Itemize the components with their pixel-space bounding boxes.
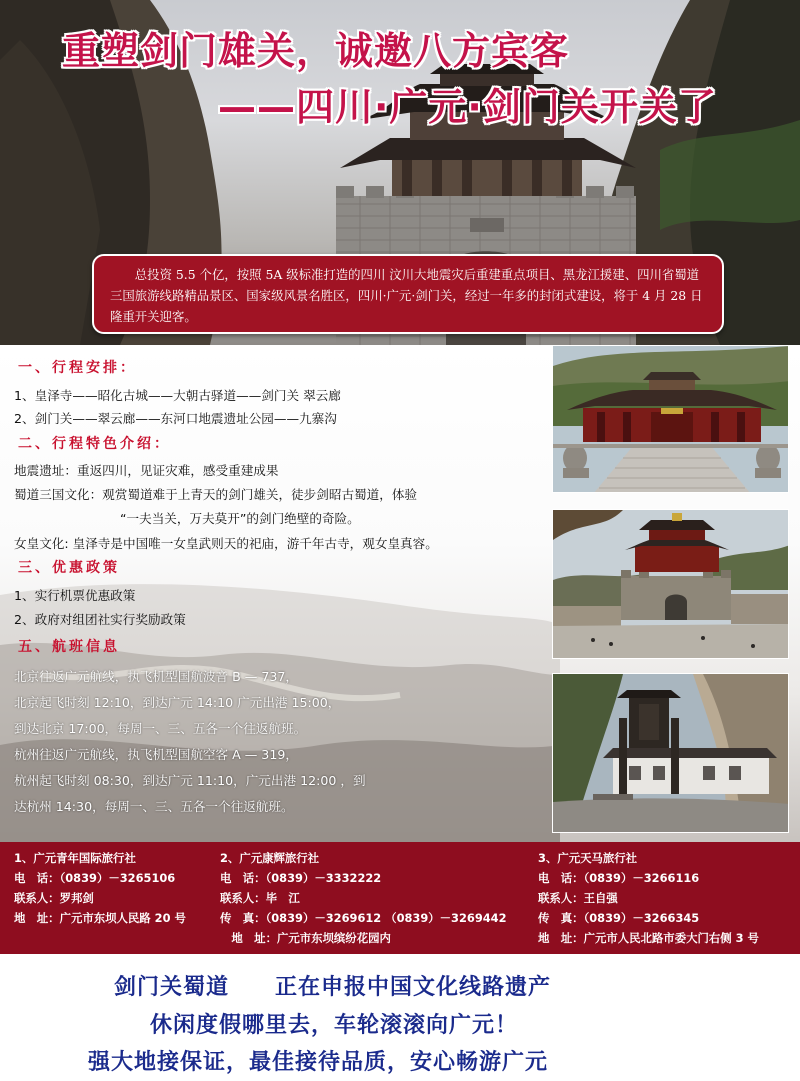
agency-phone: 电 话：（0839）－3266116 [538, 871, 700, 885]
agency-phone: 电 话：（0839）－3332222 [220, 871, 382, 885]
intro-paragraph: 总投资 5.5 个亿，按照 5A 级标准打造的四川 汶川大地震灾后重建重点项目、黑龙江援建、四川省蜀道三国旅游线路精品景区、国家级风景名胜区，四川·广元·剑门关，经过一年多的封闭式建设，将于 4 月 28 日隆重开关迎客。 [92, 254, 724, 334]
flight-item: 达杭州 14:30，每周一、三、五各一个往返航班。 [14, 799, 294, 814]
agency-tianma [538, 848, 759, 948]
features-heading: 二、行程特色介绍： [18, 436, 171, 452]
feature-item: 女皇文化: 皇泽寺是中国唯一女皇武则天的祀庙，游千年古寺，观女皇真容。 [14, 536, 438, 551]
feature-item: “一夫当关，万夫莫开”的剑门绝壁的奇险。 [120, 511, 360, 526]
content-section [0, 345, 800, 842]
headline-line-2: ——四川·广元·剑门关开关了 [218, 85, 717, 129]
itinerary-item: 2、剑门关——翠云廊——东河口地震遗址公园——九寨沟 [14, 411, 337, 426]
itinerary-heading: 一、行程安排： [18, 360, 137, 376]
agency-name: 1、广元青年国际旅行社 [14, 851, 136, 865]
agency-name: 2、广元康辉旅行社 [220, 851, 320, 865]
feature-item: 地震遗址：重返四川，见证灾难，感受重建成果 [14, 463, 279, 478]
headline-line-1: 重塑剑门雄关，诚邀八方宾客 [62, 29, 570, 73]
agency-address: 地 址：广元市人民北路市委大门右侧 3 号 [538, 931, 759, 945]
flight-item: 北京往返广元航线，执飞机型国航波音 B — 737， [14, 669, 298, 684]
offer-item: 1、实行机票优惠政策 [14, 588, 136, 603]
flight-item: 到达北京 17:00，每周一、三、五各一个往返航班。 [14, 721, 307, 736]
hero-banner [0, 0, 800, 345]
agency-name: 3、广元天马旅行社 [538, 851, 638, 865]
photo-city-wall-tower [552, 509, 789, 659]
photo-temple-gate [552, 345, 789, 493]
flight-item: 杭州起飞时刻 08:30，到达广元 11:10，广元出港 12:00 ，到 [14, 773, 366, 788]
agency-kanghui [220, 848, 507, 948]
travel-agencies-bar [0, 842, 800, 954]
slogan-footer [0, 954, 800, 1081]
agency-fax: 传 真：（0839）－3269612 （0839）－3269442 [220, 911, 507, 925]
agency-fax: 传 真：（0839）－3266345 [538, 911, 700, 925]
slogan-leisure: 休闲度假哪里去，车轮滚滚向广元！ [150, 1013, 519, 1038]
agency-qingnian [14, 848, 186, 928]
slogan-heritage: 剑门关蜀道 正在申报中国文化线路遗产 [114, 975, 552, 1000]
offers-heading: 三、优惠政策 [18, 560, 120, 576]
agency-contact: 联系人：王自强 [538, 891, 618, 905]
agency-contact: 联系人：毕 江 [220, 891, 300, 905]
photo-memorial-archway [552, 673, 789, 833]
memorial-archway-image [553, 674, 789, 833]
itinerary-item: 1、皇泽寺——昭化古城——大朝古驿道——剑门关 翠云廊 [14, 388, 341, 403]
agency-address: 地 址：广元市东坝缤纷花园内 [220, 931, 391, 945]
agency-address: 地 址：广元市东坝人民路 20 号 [14, 911, 186, 925]
flight-item: 北京起飞时刻 12:10，到达广元 14:10 广元出港 15:00， [14, 695, 341, 710]
feature-item: 蜀道三国文化：观赏蜀道难于上青天的剑门雄关，徒步剑昭古蜀道，体验 [14, 487, 417, 502]
flights-heading: 五、航班信息 [18, 639, 120, 655]
slogan-service: 强大地接保证，最佳接待品质，安心畅游广元 [88, 1050, 549, 1075]
temple-gate-image [553, 346, 789, 493]
city-wall-image [553, 510, 789, 659]
agency-contact: 联系人：罗邦剑 [14, 891, 94, 905]
agency-phone: 电 话：（0839）－3265106 [14, 871, 176, 885]
flight-item: 杭州往返广元航线，执飞机型国航空客 A — 319， [14, 747, 298, 762]
offer-item: 2、政府对组团社实行奖励政策 [14, 612, 186, 627]
